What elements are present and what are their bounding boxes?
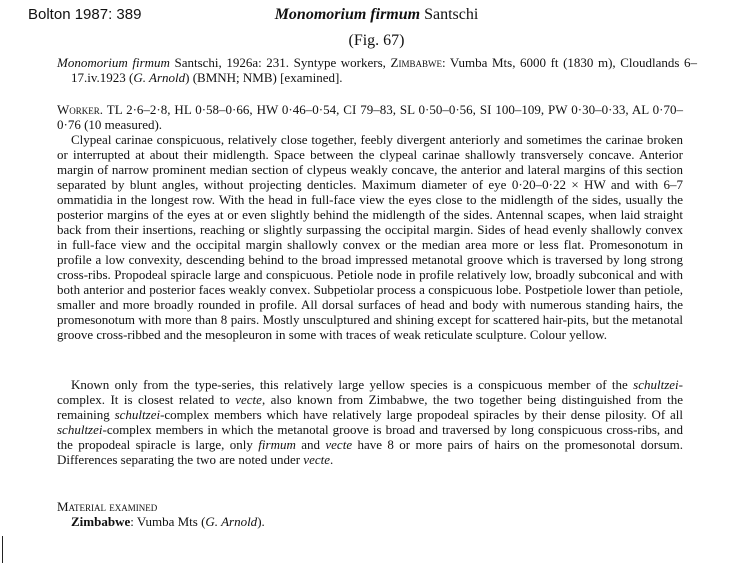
- source-citation: Bolton 1987: 389: [28, 6, 142, 23]
- remarks-species-name: vecte: [325, 437, 353, 452]
- synonymy-repositories: ) (BMNH; NMB) [examined].: [185, 70, 343, 85]
- figure-reference: (Fig. 67): [348, 32, 405, 49]
- material-locality: : Vumba Mts (: [130, 514, 206, 529]
- remarks-species-name: vecte: [303, 452, 330, 467]
- worker-measurement-values: TL 2·6–2·8, HL 0·58–0·66, HW 0·46–0·54, CI 79–83, SL 0·50–0·56, SI 100–109, PW 0·30–0·33, AL 0·70–0·76 (10 measured).: [57, 102, 684, 132]
- material-heading: Material examined: [57, 499, 158, 514]
- synonymy-collector: G. Arnold: [133, 70, 186, 85]
- remarks-species-name: vecte: [235, 392, 262, 407]
- material-entry: [57, 514, 683, 529]
- remarks-group-name: schultzei: [57, 422, 103, 437]
- remarks-group-name: schultzei: [633, 377, 679, 392]
- remarks-species-name: firmum: [258, 437, 296, 452]
- remarks-group-name: schultzei: [114, 407, 161, 422]
- species-remarks: [57, 377, 683, 467]
- remarks-text: and: [301, 437, 321, 452]
- synonymy-country: Zimbabwe: [390, 55, 442, 70]
- synonymy-citation: Santschi, 1926a: 231. Syntype workers,: [174, 55, 386, 70]
- remarks-text: , also known from Zimbabwe, the two together being distinguished from the remaining: [57, 392, 684, 422]
- worker-description: [57, 132, 683, 342]
- species-title-author: Santschi: [424, 6, 479, 23]
- material-end: ).: [257, 514, 265, 529]
- material-collector: G. Arnold: [205, 514, 258, 529]
- remarks-text: -complex members which have relatively large propodeal spiracles by their dense pilosity. Of all: [160, 407, 683, 422]
- synonymy-entry: [57, 55, 697, 85]
- description-paragraph: Clypeal carinae conspicuous, relatively close together, feebly divergent anteriorly and sometimes the carinae broken or interrupted at about their midlength. Space between the clypeal carinae shallowly transversely concave. Anterior margin of narrow prominent median section of clypeus weakly concave, the anterior and lateral margins of this section separated by blunt angles, without projecting denticles. Maximum diameter of eye 0·20–0·22 × HW and with 6–7 ommatidia in the longest row. With the head in full-face view the eyes close to the midlength of the sides, usually the posterior margins of the eyes at or even slightly behind the midlength of the sides. Antennal scapes, when laid straight back from their insertions, reaching or slightly surpassing the occipital margin. Sides of head evenly shallowly convex in full-face view and the occipital margin shallowly convex or the median area more or less flat. Promesonotum in profile a low convexity, descending behind to the broad impressed metanotal groove which is traversed by long strong cross-ribs. Propodeal spiracle large and conspicuous. Petiole node in profile relatively low, broadly subconical and with both anterior and posterior faces weakly convex. Subpetiolar process a conspicuous lobe. Postpetiole lower than petiole, smaller and more broadly rounded in profile. All dorsal surfaces of head and body with numerous standing hairs, the promesonotum with more than 8 pairs. Mostly unsculptured and shining except for scattered hair-pits, but the metanotal groove cross-ribbed and the mesopleuron in some with traces of weak reticulate sculpture. Colour yellow.: [57, 132, 683, 342]
- remarks-text: -complex members in which the metanotal groove is broad and traversed by long conspicuous cross-ribs, and the propodeal spiracle is large, only: [57, 422, 683, 452]
- synonymy-locality: : Vumba Mts, 6000 ft (1830 m), Cloudlands 6–17.iv.1923 (: [71, 55, 698, 85]
- scan-edge-mark: [2, 536, 3, 563]
- species-title: [0, 6, 747, 24]
- material-examined: [57, 499, 683, 529]
- remarks-text: .: [330, 452, 334, 467]
- species-title-name: Monomorium firmum: [274, 6, 421, 23]
- worker-measurements: [57, 102, 683, 132]
- remarks-text: -complex. It is closest related to: [57, 377, 683, 407]
- material-country: Zimbabwe: [71, 514, 131, 529]
- remarks-text: have 8 or more pairs of hairs on the promesonotal dorsum. Differences separating the two are noted under: [57, 437, 684, 467]
- worker-heading: Worker.: [57, 102, 104, 117]
- synonymy-species: Monomorium firmum: [57, 55, 170, 70]
- remarks-text: Known only from the type-series, this relatively large yellow species is a conspicuous member of the: [71, 377, 628, 392]
